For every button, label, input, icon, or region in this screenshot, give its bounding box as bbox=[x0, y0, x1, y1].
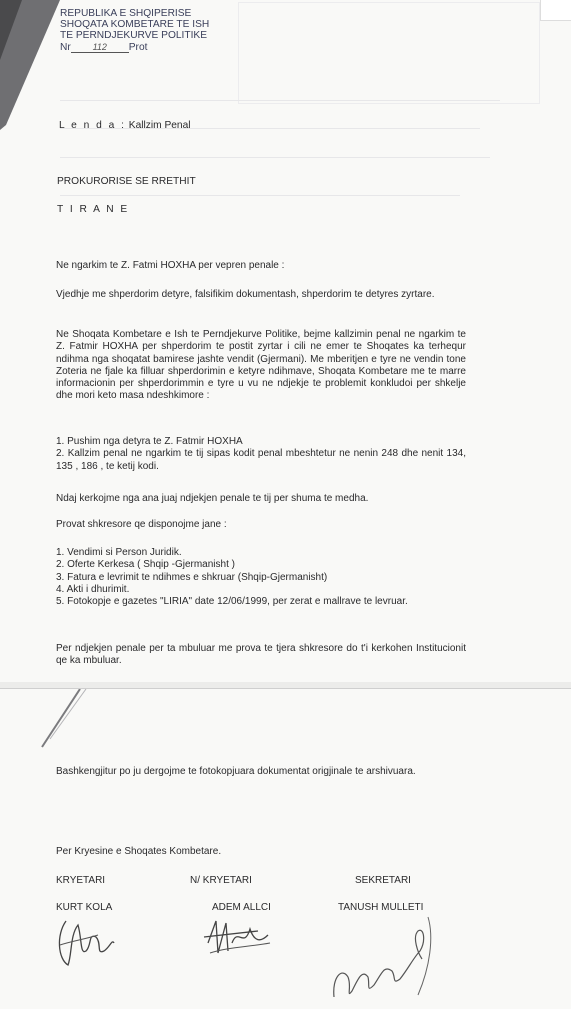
measures-list bbox=[56, 436, 466, 473]
body-intro: Ne ngarkim te Z. Fatmi HOXHA per vepren penale : bbox=[56, 260, 285, 271]
subject-line bbox=[59, 120, 191, 132]
nr-label: Nr bbox=[60, 41, 71, 53]
signature-nkryetari bbox=[198, 913, 278, 963]
recipient-line-2: T I R A N E bbox=[57, 204, 130, 215]
signatory-role-3: SEKRETARI bbox=[355, 875, 411, 886]
list-item: 5. Fotokopje e gazetes "LIRIA" date 12/06/1999, per zerat e mallrave te levruar. bbox=[56, 596, 408, 608]
signatory-name-1: KURT KOLA bbox=[56, 902, 113, 913]
letterhead bbox=[60, 8, 209, 53]
letterhead-line-3: TE PERNDJEKURVE POLITIKE bbox=[60, 30, 208, 42]
body-charges: Vjedhje me shperdorim detyre, falsifikim dokumentash, shperdorim te detyres zyrtare. bbox=[56, 289, 435, 300]
nr-value: 112 bbox=[71, 43, 129, 53]
scan-fold-shadow bbox=[0, 0, 60, 130]
list-item: 1. Pushim nga detyra te Z. Fatmir HOXHA bbox=[56, 436, 243, 447]
bleed-through-box bbox=[238, 2, 540, 104]
evidence-list bbox=[56, 547, 466, 608]
body-main-paragraph: Ne Shoqata Kombetare e Ish te Perndjekurve Politike, bejme kallzimin penal ne ngarkim te Z. Fatmir HOXHA per shperdorim te postit zyrtar i cili ne emer te Shoqates ka terhequr ndihma nga shoqatat bamirese jashte vendit (Gjermani). Me mberitjen e tyre ne vendin tone Zoteria ne fjale ka filluar shperdorimin e ketyre ndihmave, Shoqata Kombetare me te marre informacionin per shperdorimmin e tyre u vu ne ndjekje te problemit konkludoi per shkelje dhe mori keto masa ndeshkimore : bbox=[56, 329, 466, 402]
signatory-name-2: ADEM ALLCI bbox=[212, 902, 271, 913]
document-page-2 bbox=[0, 688, 571, 1009]
body-request: Ndaj kerkojme nga ana juaj ndjekjen penale te tij per shuma te medha. bbox=[56, 493, 369, 504]
letterhead-line-1: REPUBLIKA E SHQIPERISE bbox=[60, 8, 192, 19]
signature-sekretari bbox=[322, 907, 452, 1007]
subject-label: L e n d a : bbox=[59, 120, 126, 131]
signatory-name-3: TANUSH MULLETI bbox=[338, 902, 424, 913]
body-closing: Per ndjekjen penale per ta mbuluar me prova te tjera shkresore do t'i kerkohen Institucionit qe ka mbuluar. bbox=[56, 643, 466, 667]
prot-label: Prot bbox=[128, 41, 148, 53]
signature-kryetari bbox=[52, 915, 122, 971]
list-item: 1. Vendimi si Person Juridik. bbox=[56, 547, 182, 558]
signatory-role-2: N/ KRYETARI bbox=[190, 875, 252, 886]
protocol-number bbox=[60, 42, 209, 53]
list-item: 2. Oferte Kerkesa ( Shqip -Gjermanisht ) bbox=[56, 559, 235, 571]
attachment-note: Bashkengjitur po ju dergojme te fotokopjuara dokumentat origjinale te arshivuara. bbox=[56, 766, 416, 777]
subject-value: Kallzim Penal bbox=[128, 120, 191, 131]
evidence-heading: Provat shkresore qe disponojme jane : bbox=[56, 519, 227, 530]
scan-corner bbox=[540, 0, 571, 21]
for-board-line: Per Kryesine e Shoqates Kombetare. bbox=[56, 846, 222, 857]
list-item: 4. Akti i dhurimit. bbox=[56, 583, 130, 595]
signatory-role-1: KRYETARI bbox=[56, 875, 106, 886]
recipient-line-1: PROKURORISE SE RRETHIT bbox=[57, 176, 196, 187]
list-item: 2. Kallzim penal ne ngarkim te tij sipas kodit penal mbeshtetur ne nenin 248 dhe nenit 134, 135 , 186 , te ketij kodi. bbox=[56, 448, 466, 472]
scan-fold-shadow bbox=[40, 689, 100, 749]
letterhead-line-2: SHOQATA KOMBETARE TE ISH bbox=[60, 19, 210, 31]
list-item: 3. Fatura e levrimit te ndihmes e shkruar (Shqip-Gjermanisht) bbox=[56, 571, 328, 583]
